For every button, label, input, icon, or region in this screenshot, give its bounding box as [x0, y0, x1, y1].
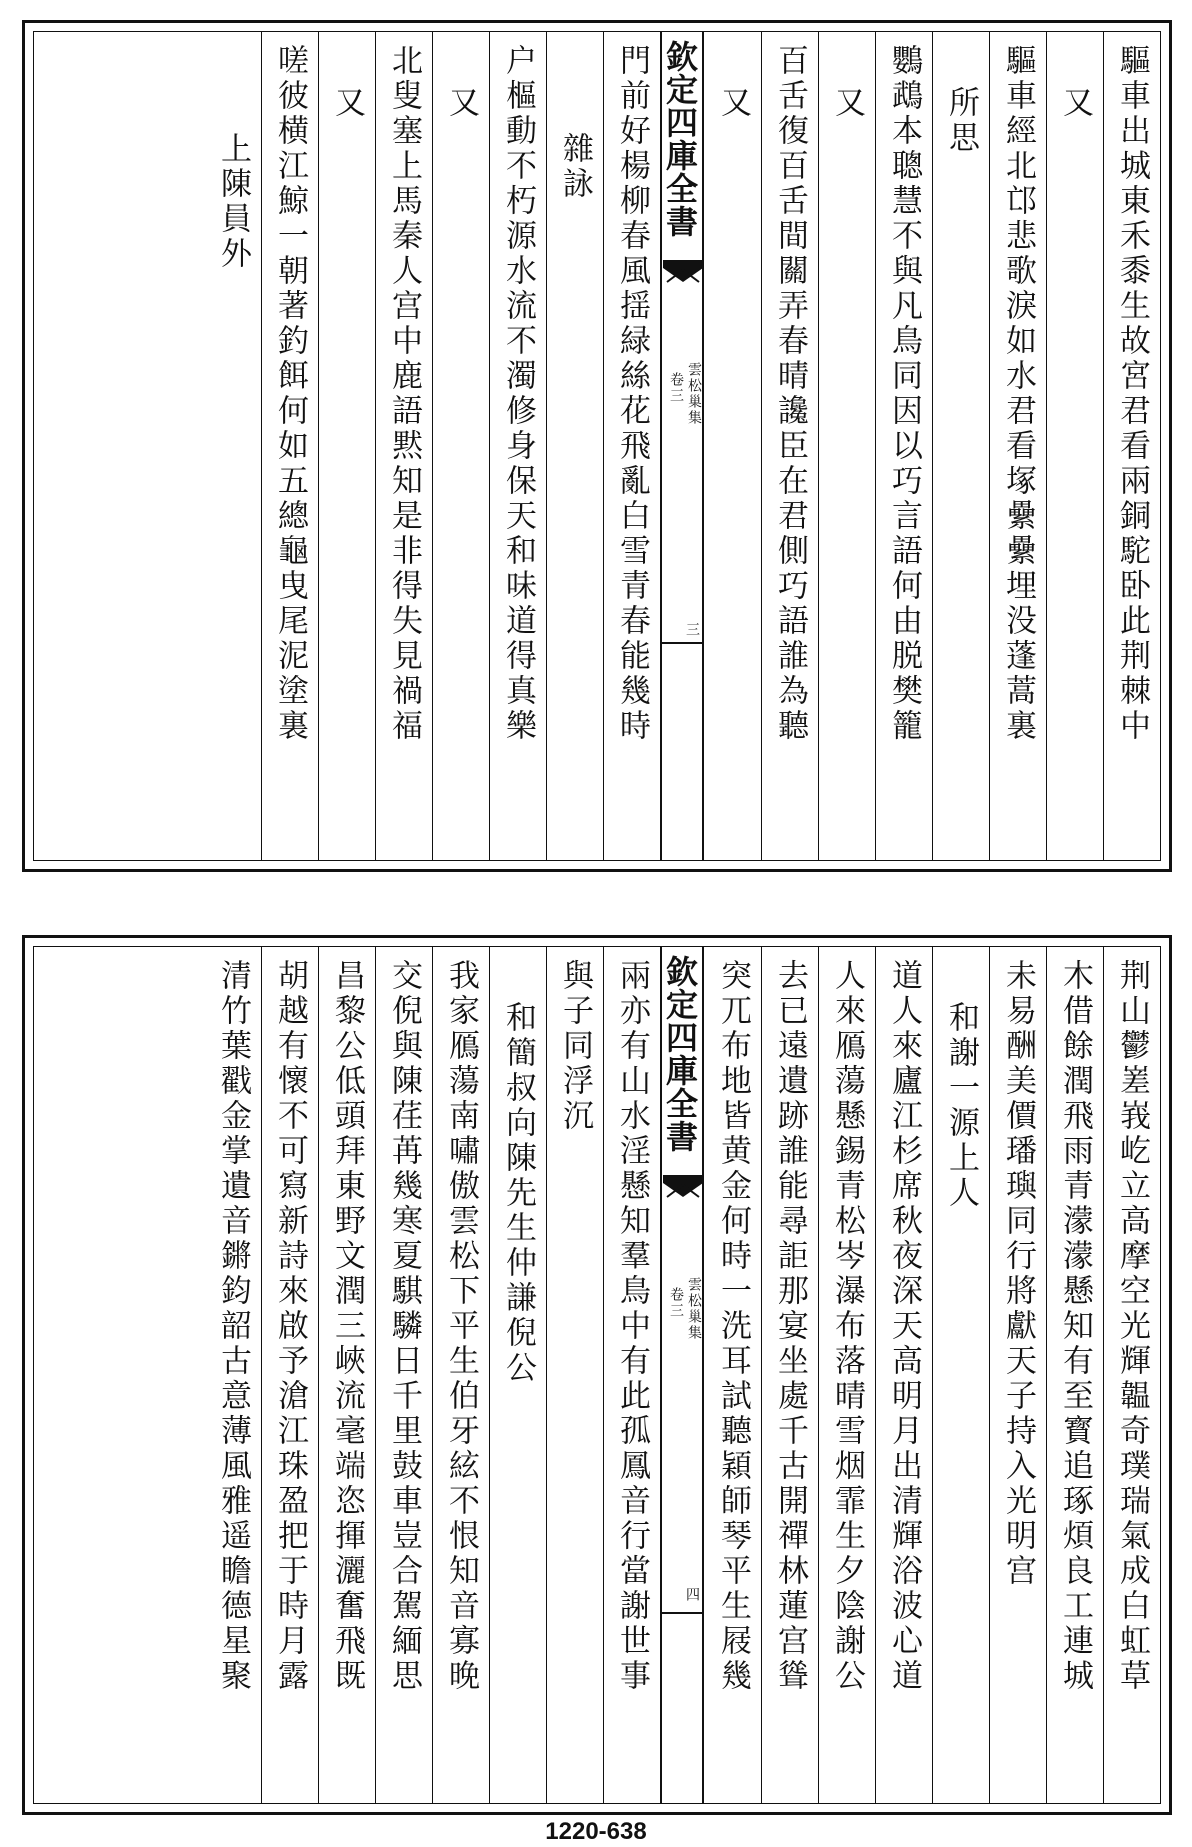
bottom-page-frame [33, 946, 1161, 1804]
column-text: 又 [443, 86, 479, 121]
library-title: 欽定四庫全書 [661, 955, 699, 1153]
book-title: 雲松巢集 [686, 362, 702, 426]
page-number: 四 [684, 1587, 700, 1601]
text-column [603, 32, 660, 860]
column-text: 又 [329, 86, 365, 121]
text-column [932, 32, 989, 860]
top-page-frame [33, 31, 1161, 861]
fish-tail-mark [663, 260, 703, 320]
column-text: 北叟塞上馬秦人宫中鹿語黙知是非得失見禍福 [386, 44, 422, 744]
text-column [875, 32, 932, 860]
column-text: 鸚鵡本聰慧不與凡鳥同因以巧言語何由脱樊籠 [886, 44, 922, 744]
bottom-page-columns [34, 947, 1160, 1803]
text-column [989, 947, 1046, 1803]
text-column [318, 32, 375, 860]
library-title: 欽定四庫全書 [661, 40, 699, 238]
center-margin [660, 947, 704, 1803]
column-text: 交倪與陳荏苒幾寒夏騏驎日千里鼓車豈合駕緬思 [386, 959, 422, 1694]
column-text: 所思 [943, 86, 979, 156]
text-column [489, 947, 546, 1803]
column-text: 又 [829, 86, 865, 121]
text-column [432, 947, 489, 1803]
text-column [546, 32, 603, 860]
column-text: 胡越有懷不可寫新詩來啟予滄江珠盈把于時月露 [272, 959, 308, 1694]
text-column [1103, 32, 1160, 860]
text-column [204, 32, 261, 860]
text-column [1046, 947, 1103, 1803]
column-text: 荆山鬱嵳峩屹立高摩空光輝韞奇璞瑞氣成白虹草 [1114, 959, 1150, 1694]
text-column [318, 947, 375, 1803]
juan-label: 卷三 [668, 372, 684, 404]
text-column [875, 947, 932, 1803]
column-text: 雜詠 [557, 132, 593, 202]
column-text: 昌黎公低頭拜東野文潤三峽流毫端恣揮灑奮飛既 [329, 959, 365, 1694]
text-column [704, 32, 761, 860]
column-text: 户樞動不朽源水流不濁修身保天和味道得真樂 [500, 44, 536, 744]
text-column [204, 947, 261, 1803]
text-column [989, 32, 1046, 860]
text-column [761, 32, 818, 860]
column-text: 和謝一源上人 [943, 1001, 979, 1211]
column-text: 和簡叔向陳先生仲謙倪公 [500, 1001, 536, 1386]
juan-label: 卷三 [668, 1287, 684, 1319]
center-margin [660, 32, 704, 860]
text-column [818, 32, 875, 860]
text-column [1046, 32, 1103, 860]
text-column [1103, 947, 1160, 1803]
text-column [761, 947, 818, 1803]
margin-rule [662, 642, 702, 644]
column-text: 木借餘潤飛雨青濛濛懸知有至寳追琢煩良工連城 [1057, 959, 1093, 1694]
text-column [818, 947, 875, 1803]
fish-tail-mark [663, 1175, 703, 1235]
column-text: 驅車經北邙悲歌淚如水君看塚纍纍埋没蓬蒿裏 [1000, 44, 1036, 744]
text-column [489, 32, 546, 860]
bottom-page [22, 935, 1172, 1815]
book-title: 雲松巢集 [686, 1277, 702, 1341]
column-text: 兩亦有山水淫懸知羣鳥中有此孤鳳音行當謝世事 [614, 959, 650, 1694]
text-column [375, 32, 432, 860]
text-column [432, 32, 489, 860]
text-column [932, 947, 989, 1803]
column-text: 又 [1057, 86, 1093, 121]
column-text: 與子同浮沉 [557, 959, 593, 1134]
column-text: 未易酬美價璠璵同行將獻天子持入光明宫 [1000, 959, 1036, 1589]
margin-rule [662, 1612, 702, 1614]
text-column [704, 947, 761, 1803]
column-text: 驅車出城東禾黍生故宮君看兩銅駝卧此荆棘中 [1114, 44, 1150, 744]
column-text: 人來鴈蕩懸錫青松岑瀑布落晴雪烟霏生夕陰謝公 [829, 959, 865, 1694]
column-text: 又 [715, 86, 751, 121]
column-text: 上陳員外 [215, 132, 251, 272]
page-footer-number: 1220-638 [545, 1818, 647, 1845]
column-text: 我家鴈蕩南嘯傲雲松下平生伯牙絃不恨知音寡晚 [443, 959, 479, 1694]
column-text: 去已遠遺跡誰能尋詎那宴坐處千古開禪林蓮宫聳 [772, 959, 808, 1694]
column-text: 清竹葉戳金掌遺音鏘鈞韶古意薄風雅遥瞻德星聚 [215, 959, 251, 1694]
column-text: 嗟彼横江鯨一朝著釣餌何如五總龜曳尾泥塗裏 [272, 44, 308, 744]
column-text: 百舌復百舌間關弄春晴讒臣在君側巧語誰為聽 [772, 44, 808, 744]
page-number: 三 [684, 622, 700, 636]
column-text: 門前好楊柳春風揺緑絲花飛亂白雪青春能幾時 [614, 44, 650, 744]
text-column [375, 947, 432, 1803]
text-column [546, 947, 603, 1803]
text-column [603, 947, 660, 1803]
text-column [261, 32, 318, 860]
top-page [22, 20, 1172, 872]
column-text: 突兀布地皆黄金何時一洗耳試聽穎師琴平生屐幾 [715, 959, 751, 1694]
column-text: 道人來廬江杉席秋夜深天高明月出清輝浴波心道 [886, 959, 922, 1694]
text-column [261, 947, 318, 1803]
top-page-columns [34, 32, 1160, 860]
